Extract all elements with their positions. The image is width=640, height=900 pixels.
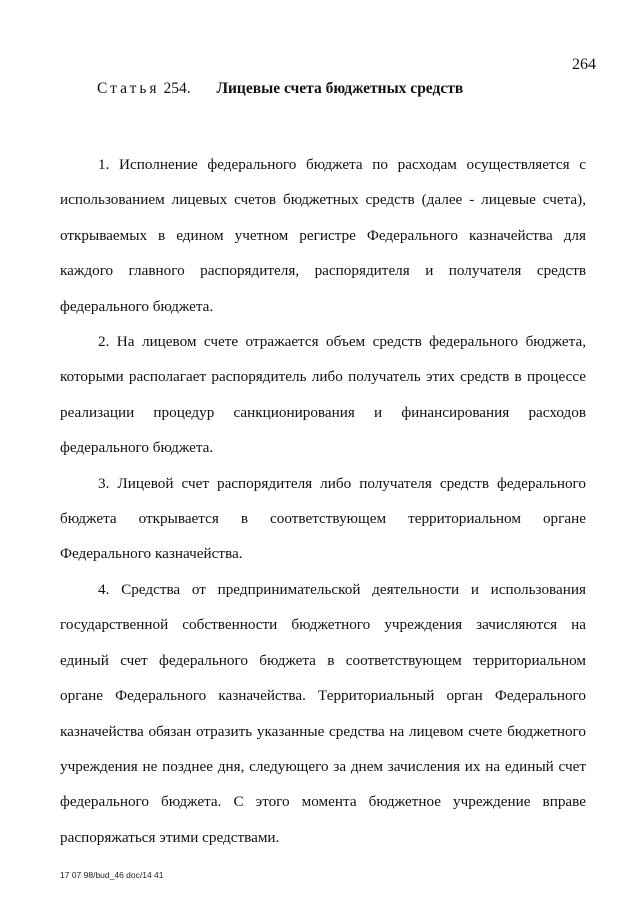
article-body: [60, 147, 586, 855]
article-title: Лицевые счета бюджетных средств: [216, 80, 464, 97]
paragraph-3: 3. Лицевой счет распорядителя либо получателя средств федерального бюджета открывается в соответствующем территориальном органе Федерального казначейства.: [60, 474, 586, 563]
paragraph-2: 2. На лицевом счете отражается объем средств федерального бюджета, которыми располагает распорядитель либо получатель этих средств в процессе реализации процедур санкционирования и финансирования расходов федерального бюджета.: [60, 333, 586, 457]
paragraph-4: 4. Средства от предпринимательской деятельности и использования государственной собственности бюджетного учреждения зачисляются на единый счет федерального бюджета в соответствующем территориальном органе Федерального казначейства. Территориальный орган Федерального казначейства обязан отразить указанные средства на лицевом счете бюджетного учреждения не позднее дня, следующего за днем зачисления их на единый счет федерального бюджета. С этого момента бюджетное учреждение вправе распоряжаться этими средствами.: [60, 580, 586, 846]
article-label: Статья: [97, 80, 160, 97]
file-reference-footer: 17 07 98/bud_46 doc/14 41: [60, 870, 164, 880]
paragraph-1: 1. Исполнение федерального бюджета по расходам осуществляется с использованием лицевых счетов бюджетных средств (далее - лицевые счета), открываемых в едином учетном регистре Федерального казначейства для каждого главного распорядителя, распорядителя и получателя средств федерального бюджета.: [60, 156, 586, 315]
article-heading: [97, 80, 463, 98]
page-number: 264: [572, 56, 596, 73]
article-number: 254.: [163, 80, 191, 97]
